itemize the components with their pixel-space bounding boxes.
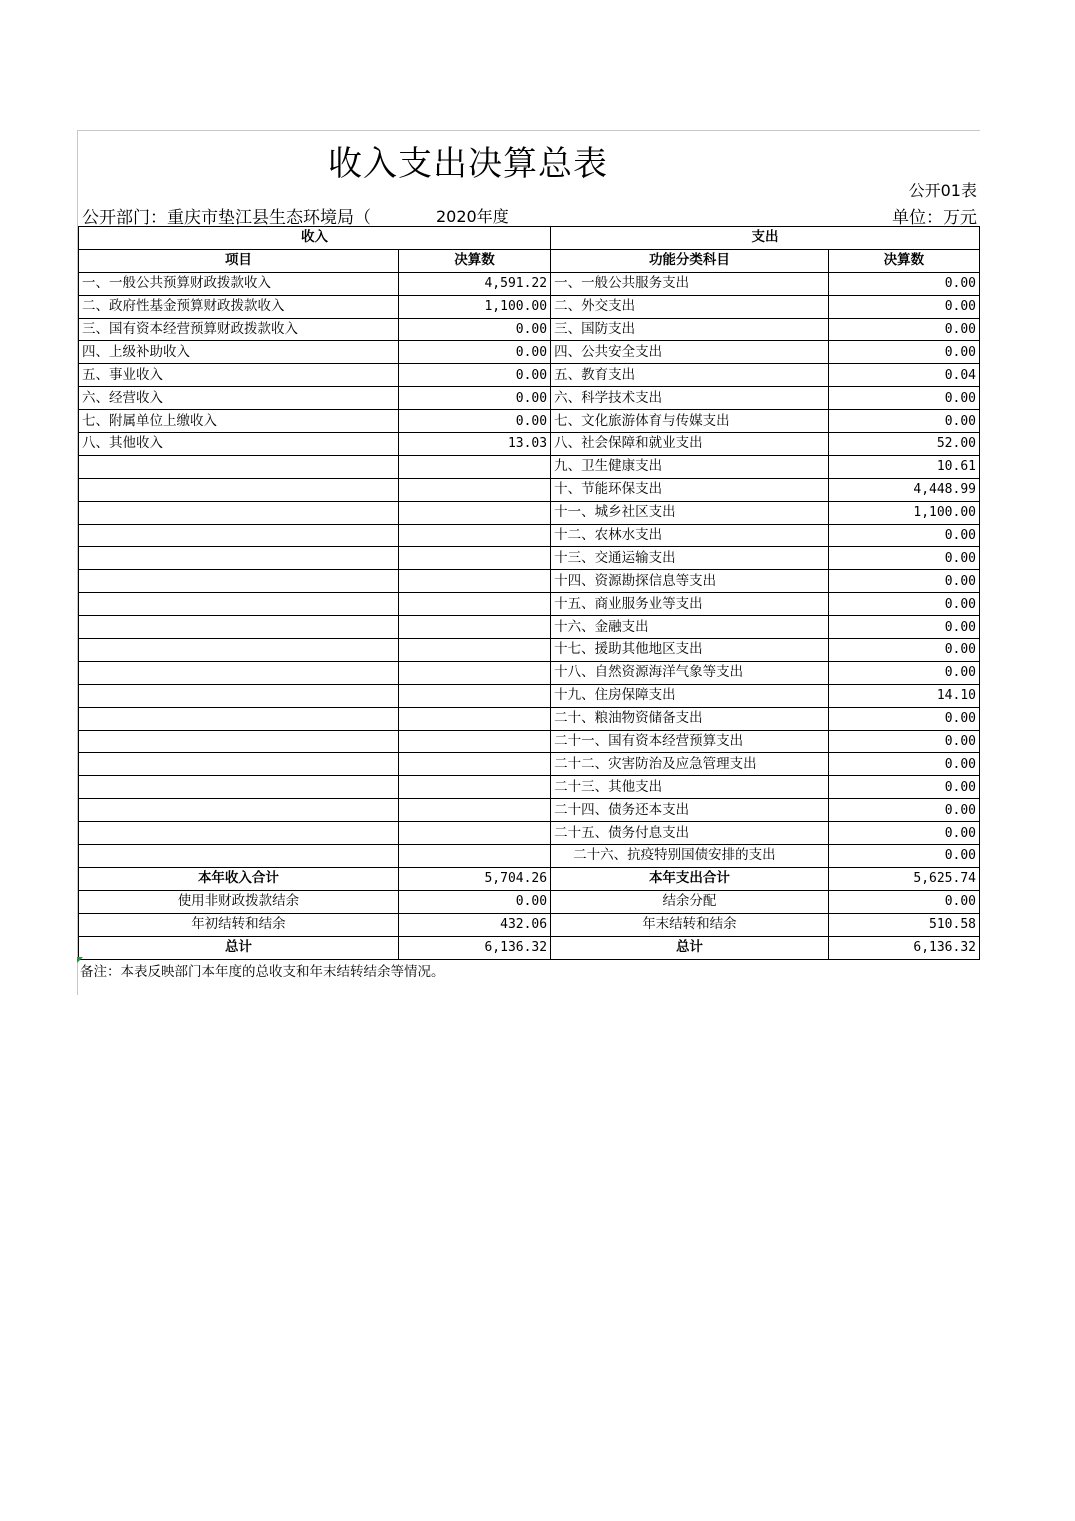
income-amount-cell: 1,100.00	[398, 295, 550, 318]
table-row	[79, 639, 980, 662]
expense-amount-cell: 0.00	[828, 616, 979, 639]
income-item-cell	[79, 593, 399, 616]
income-amount-cell	[398, 776, 550, 799]
expense-item-cell: 十八、自然资源海洋气象等支出	[551, 661, 829, 684]
summary-right-label: 年末结转和结余	[551, 913, 829, 936]
income-item-cell	[79, 547, 399, 570]
expense-item-cell: 二十、粮油物资储备支出	[551, 707, 829, 730]
expense-section-header: 支出	[551, 227, 980, 250]
income-amount-cell	[398, 501, 550, 524]
table-row	[79, 616, 980, 639]
expense-amount-cell: 0.00	[828, 593, 979, 616]
income-item-cell	[79, 478, 399, 501]
income-item-cell	[79, 524, 399, 547]
income-amount-cell	[398, 845, 550, 868]
table-row	[79, 318, 980, 341]
table-row	[79, 364, 980, 387]
income-item-cell	[79, 501, 399, 524]
year-label: 2020年度	[436, 207, 509, 226]
item-column-header: 项目	[79, 249, 399, 272]
income-item-cell	[79, 776, 399, 799]
expense-amount-cell: 0.00	[828, 341, 979, 364]
income-amount-cell	[398, 753, 550, 776]
expense-amount-cell: 0.00	[828, 272, 979, 295]
income-item-cell	[79, 799, 399, 822]
income-amount-cell: 0.00	[398, 318, 550, 341]
income-item-cell: 二、政府性基金预算财政拨款收入	[79, 295, 399, 318]
summary-left-value: 432.06	[398, 913, 550, 936]
expense-item-cell: 十二、农林水支出	[551, 524, 829, 547]
table-row	[79, 776, 980, 799]
income-item-cell	[79, 455, 399, 478]
income-item-cell: 一、一般公共预算财政拨款收入	[79, 272, 399, 295]
expense-amount-cell: 0.00	[828, 707, 979, 730]
table-row	[79, 501, 980, 524]
income-item-cell	[79, 639, 399, 662]
table-row	[79, 707, 980, 730]
summary-left-value: 5,704.26	[398, 867, 550, 890]
income-item-cell: 四、上级补助收入	[79, 341, 399, 364]
expense-item-cell: 七、文化旅游体育与传媒支出	[551, 410, 829, 433]
column-header-row	[79, 249, 980, 272]
summary-right-label: 总计	[551, 936, 829, 959]
expense-amount-cell: 0.00	[828, 776, 979, 799]
income-item-cell	[79, 616, 399, 639]
income-amount-cell	[398, 661, 550, 684]
income-amount-cell	[398, 547, 550, 570]
expense-item-cell: 十六、金融支出	[551, 616, 829, 639]
income-amount-cell: 13.03	[398, 433, 550, 456]
income-amount-cell	[398, 455, 550, 478]
income-amount-cell	[398, 478, 550, 501]
income-item-cell: 六、经营收入	[79, 387, 399, 410]
expense-item-cell: 九、卫生健康支出	[551, 455, 829, 478]
expense-item-cell: 二、外交支出	[551, 295, 829, 318]
expense-amount-cell: 0.00	[828, 753, 979, 776]
expense-amount-cell: 0.00	[828, 639, 979, 662]
income-item-cell: 七、附属单位上缴收入	[79, 410, 399, 433]
income-amount-cell	[398, 684, 550, 707]
income-item-cell	[79, 707, 399, 730]
expense-amount-cell: 0.00	[828, 570, 979, 593]
income-item-cell	[79, 570, 399, 593]
expense-item-cell: 二十五、债务付息支出	[551, 822, 829, 845]
income-item-cell	[79, 845, 399, 868]
section-header-row	[79, 227, 980, 250]
table-row	[79, 547, 980, 570]
department-label: 公开部门：重庆市垫江县生态环境局（	[82, 208, 371, 228]
expense-amount-cell: 0.00	[828, 524, 979, 547]
summary-right-label: 结余分配	[551, 890, 829, 913]
table-row	[79, 272, 980, 295]
income-section-header: 收入	[79, 227, 551, 250]
summary-row	[79, 867, 980, 890]
income-item-cell	[79, 822, 399, 845]
expense-item-cell: 十七、援助其他地区支出	[551, 639, 829, 662]
expense-item-cell: 二十一、国有资本经营预算支出	[551, 730, 829, 753]
income-amount-cell: 0.00	[398, 387, 550, 410]
amount-column-header: 决算数	[398, 249, 550, 272]
table-row	[79, 684, 980, 707]
table-row	[79, 845, 980, 868]
income-amount-cell	[398, 707, 550, 730]
expense-item-cell: 十五、商业服务业等支出	[551, 593, 829, 616]
expense-item-cell: 十九、住房保障支出	[551, 684, 829, 707]
income-item-cell	[79, 753, 399, 776]
expense-amount-cell: 0.00	[828, 387, 979, 410]
expense-item-cell: 四、公共安全支出	[551, 341, 829, 364]
summary-left-label: 年初结转和结余	[79, 913, 399, 936]
summary-right-label: 本年支出合计	[551, 867, 829, 890]
expense-item-cell: 十、节能环保支出	[551, 478, 829, 501]
table-row	[79, 570, 980, 593]
expense-amount-cell: 52.00	[828, 433, 979, 456]
sheet-top-border	[78, 130, 980, 131]
expense-amount-cell: 0.00	[828, 845, 979, 868]
income-amount-cell: 0.00	[398, 341, 550, 364]
table-row	[79, 730, 980, 753]
summary-row	[79, 936, 980, 959]
income-item-cell: 五、事业收入	[79, 364, 399, 387]
function-column-header: 功能分类科目	[551, 249, 829, 272]
summary-row	[79, 913, 980, 936]
table-row	[79, 455, 980, 478]
table-row	[79, 661, 980, 684]
expense-amount-cell: 0.04	[828, 364, 979, 387]
table-row	[79, 341, 980, 364]
expense-amount-cell: 0.00	[828, 730, 979, 753]
income-amount-cell: 0.00	[398, 410, 550, 433]
summary-left-label: 总计	[79, 936, 399, 959]
expense-item-cell: 二十六、抗疫特别国债安排的支出	[551, 845, 829, 868]
income-item-cell	[79, 661, 399, 684]
expense-item-cell: 五、教育支出	[551, 364, 829, 387]
expense-amount-cell: 0.00	[828, 318, 979, 341]
expense-item-cell: 十三、交通运输支出	[551, 547, 829, 570]
summary-right-value: 5,625.74	[828, 867, 979, 890]
expense-amount-cell: 1,100.00	[828, 501, 979, 524]
table-row	[79, 295, 980, 318]
summary-left-value: 6,136.32	[398, 936, 550, 959]
income-amount-cell	[398, 570, 550, 593]
summary-left-value: 0.00	[398, 890, 550, 913]
income-item-cell: 三、国有资本经营预算财政拨款收入	[79, 318, 399, 341]
income-amount-cell	[398, 616, 550, 639]
expense-amount-cell: 0.00	[828, 799, 979, 822]
summary-right-value: 510.58	[828, 913, 979, 936]
expense-item-cell: 八、社会保障和就业支出	[551, 433, 829, 456]
footnote: 备注：本表反映部门本年度的总收支和年末结转结余等情况。	[80, 964, 445, 980]
income-item-cell	[79, 684, 399, 707]
expense-amount-cell: 10.61	[828, 455, 979, 478]
expense-item-cell: 二十二、灾害防治及应急管理支出	[551, 753, 829, 776]
expense-item-cell: 一、一般公共服务支出	[551, 272, 829, 295]
income-amount-cell	[398, 730, 550, 753]
table-row	[79, 433, 980, 456]
income-expense-table	[78, 226, 980, 960]
table-row	[79, 593, 980, 616]
expense-amount-cell: 14.10	[828, 684, 979, 707]
summary-row	[79, 890, 980, 913]
expense-amount-cell: 0.00	[828, 410, 979, 433]
expense-amount-cell: 0.00	[828, 661, 979, 684]
expense-item-cell: 二十四、债务还本支出	[551, 799, 829, 822]
income-amount-cell	[398, 524, 550, 547]
summary-left-label: 本年收入合计	[79, 867, 399, 890]
table-row	[79, 753, 980, 776]
summary-right-value: 6,136.32	[828, 936, 979, 959]
amount2-column-header: 决算数	[828, 249, 979, 272]
summary-left-label: 使用非财政拨款结余	[79, 890, 399, 913]
income-amount-cell	[398, 639, 550, 662]
table-row	[79, 822, 980, 845]
income-item-cell: 八、其他收入	[79, 433, 399, 456]
form-number: 公开01表	[908, 181, 977, 200]
unit-label: 单位：万元	[892, 208, 977, 228]
expense-amount-cell: 0.00	[828, 822, 979, 845]
expense-amount-cell: 0.00	[828, 547, 979, 570]
page-title: 收入支出决算总表	[328, 144, 608, 184]
summary-right-value: 0.00	[828, 890, 979, 913]
table-row	[79, 478, 980, 501]
expense-item-cell: 二十三、其他支出	[551, 776, 829, 799]
expense-item-cell: 十四、资源勘探信息等支出	[551, 570, 829, 593]
expense-item-cell: 六、科学技术支出	[551, 387, 829, 410]
income-amount-cell: 4,591.22	[398, 272, 550, 295]
income-amount-cell	[398, 822, 550, 845]
expense-item-cell: 三、国防支出	[551, 318, 829, 341]
expense-amount-cell: 0.00	[828, 295, 979, 318]
income-amount-cell	[398, 799, 550, 822]
expense-item-cell: 十一、城乡社区支出	[551, 501, 829, 524]
income-item-cell	[79, 730, 399, 753]
table-row	[79, 524, 980, 547]
income-amount-cell	[398, 593, 550, 616]
table-row	[79, 387, 980, 410]
expense-amount-cell: 4,448.99	[828, 478, 979, 501]
table-row	[79, 799, 980, 822]
income-amount-cell: 0.00	[398, 364, 550, 387]
table-row	[79, 410, 980, 433]
